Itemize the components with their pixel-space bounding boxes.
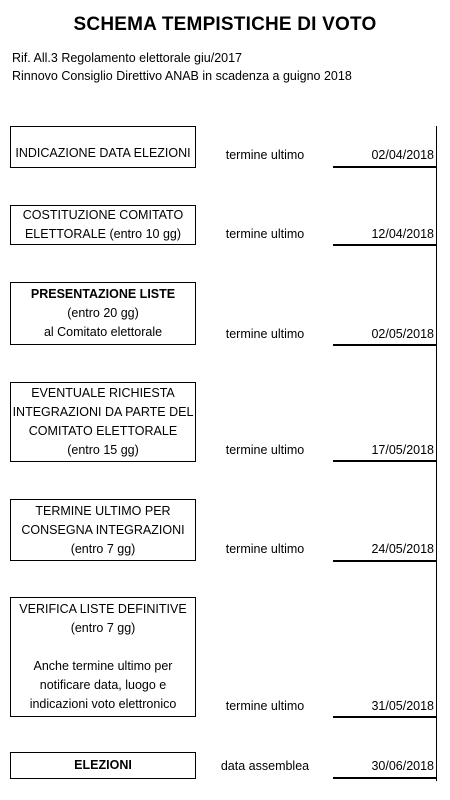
step-box-richiesta-integrazioni (10, 382, 196, 462)
step-text: CONSEGNA INTEGRAZIONI (21, 522, 185, 537)
deadline-label: termine ultimo (225, 227, 305, 241)
deadline-date: 02/04/2018 (371, 148, 434, 162)
deadline-date: 17/05/2018 (371, 443, 434, 457)
step-text: (entro 20 gg) (67, 306, 139, 320)
date-underline (333, 244, 437, 246)
deadline-date: 24/05/2018 (371, 542, 434, 556)
deadline-date: 31/05/2018 (371, 699, 434, 713)
step-text: ELEZIONI (74, 758, 132, 772)
document-title: SCHEMA TEMPISTICHE DI VOTO (73, 14, 377, 35)
deadline-label: termine ultimo (225, 327, 305, 341)
deadline-date: 12/04/2018 (371, 227, 434, 241)
step-text: INDICAZIONE DATA ELEZIONI (15, 146, 191, 160)
step-text: (entro 15 gg) (67, 443, 139, 457)
deadline-date: 30/06/2018 (371, 759, 434, 773)
step-box-costituzione-comitato (10, 205, 196, 245)
deadline-label: termine ultimo (225, 699, 305, 713)
step-text: COMITATO ELETTORALE (28, 424, 178, 438)
deadline-date: 02/05/2018 (371, 327, 434, 341)
date-underline (333, 344, 437, 346)
step-text: al Comitato elettorale (43, 325, 163, 339)
date-underline (333, 777, 437, 779)
step-text: (entro 7 gg) (70, 541, 136, 556)
step-box-presentazione-liste (10, 282, 196, 345)
step-box-consegna-integrazioni (10, 499, 196, 561)
step-box-indicazione-data (10, 126, 196, 168)
step-text: TERMINE ULTIMO PER (35, 503, 171, 518)
step-text: COSTITUZIONE COMITATO (22, 208, 184, 222)
step-note: notificare data, luogo e (39, 678, 167, 692)
step-text: PRESENTAZIONE LISTE (30, 287, 176, 301)
step-text: INTEGRAZIONI DA PARTE DEL (12, 405, 194, 419)
reference-line-council: Rinnovo Consiglio Direttivo ANAB in scadenza a guigno 2018 (12, 69, 352, 83)
step-box-verifica-liste (10, 597, 196, 717)
step-box-elezioni (10, 752, 196, 779)
deadline-label: termine ultimo (225, 542, 305, 556)
step-note: Anche termine ultimo per (33, 659, 173, 673)
deadline-label: termine ultimo (225, 443, 305, 457)
deadline-label: data assemblea (220, 759, 310, 773)
date-underline (333, 716, 437, 718)
date-underline (333, 460, 437, 462)
deadline-label: termine ultimo (225, 148, 305, 162)
step-text: VERIFICA LISTE DEFINITIVE (19, 602, 187, 616)
step-text: ELETTORALE (entro 10 gg) (24, 227, 182, 241)
step-text: EVENTUALE RICHIESTA (31, 386, 175, 400)
date-underline (333, 166, 437, 168)
step-note: indicazioni voto elettronico (29, 697, 177, 711)
timeline-vertical-line (436, 126, 437, 781)
step-text: (entro 7 gg) (70, 621, 136, 635)
reference-line-regulation: Rif. All.3 Regolamento elettorale giu/2017 (12, 51, 243, 65)
date-underline (333, 560, 437, 562)
